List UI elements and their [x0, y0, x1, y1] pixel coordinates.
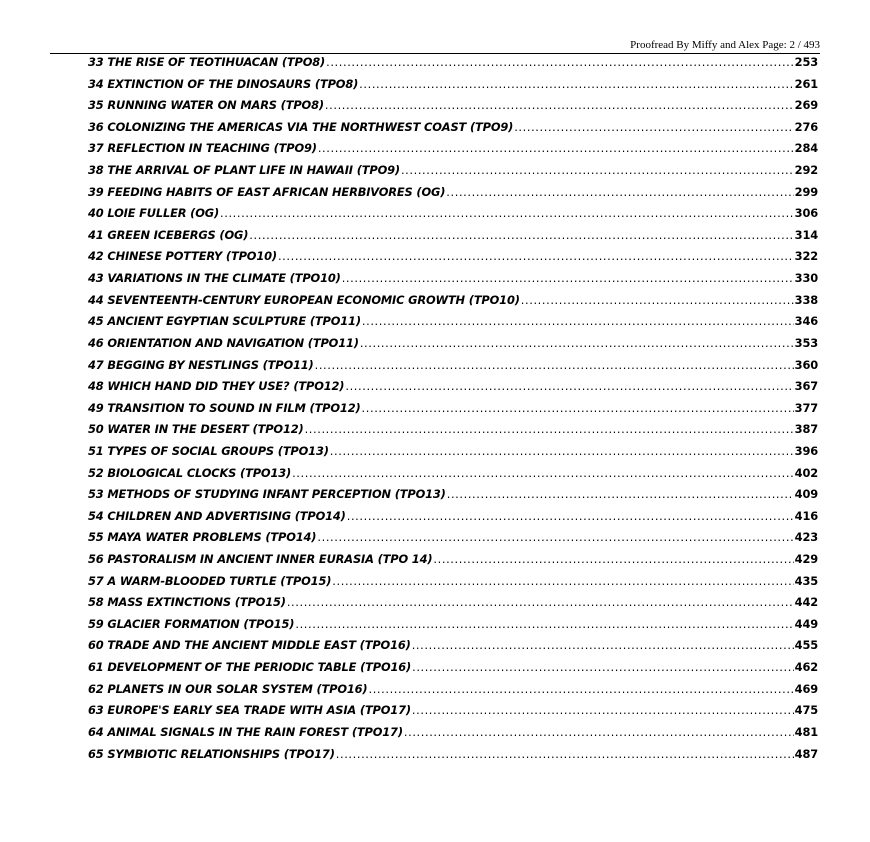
- toc-entry[interactable]: [88, 549, 818, 571]
- toc-entry-title: 59 GLACIER FORMATION (TPO15): [88, 616, 295, 631]
- toc-entry[interactable]: [88, 722, 818, 744]
- toc-entry-page: 314: [794, 227, 818, 242]
- toc-entry[interactable]: [88, 527, 818, 549]
- dot-leader: [446, 182, 793, 204]
- dot-leader: [433, 549, 793, 571]
- toc-entry-page: 306: [794, 206, 818, 221]
- toc-entry-title: 37 REFLECTION IN TEACHING (TPO9): [88, 141, 317, 156]
- toc-entry-title: 61 DEVELOPMENT OF THE PERIODIC TABLE (TPO16): [88, 660, 412, 675]
- toc-entry[interactable]: [88, 246, 818, 268]
- dot-leader: [404, 722, 794, 744]
- dot-leader: [347, 506, 794, 528]
- toc-entry-page: 442: [794, 595, 818, 610]
- toc-entry-title: 65 SYMBIOTIC RELATIONSHIPS (TPO17): [88, 746, 335, 761]
- toc-entry[interactable]: [88, 333, 818, 355]
- dot-leader: [447, 484, 794, 506]
- toc-entry-page: 481: [794, 724, 818, 739]
- toc-entry-title: 53 METHODS OF STUDYING INFANT PERCEPTION (TPO13): [88, 487, 446, 502]
- toc-entry[interactable]: [88, 138, 818, 160]
- toc-entry[interactable]: [88, 311, 818, 333]
- toc-entry-title: 55 MAYA WATER PROBLEMS (TPO14): [88, 530, 317, 545]
- toc-entry[interactable]: [88, 635, 818, 657]
- toc-entry[interactable]: [88, 355, 818, 377]
- dot-leader: [318, 138, 794, 160]
- toc-entry-page: 462: [794, 660, 818, 675]
- toc-entry-page: 299: [794, 184, 818, 199]
- toc-entry-title: 52 BIOLOGICAL CLOCKS (TPO13): [88, 465, 292, 480]
- toc-entry-title: 56 PASTORALISM IN ANCIENT INNER EURASIA (TPO 14): [88, 552, 433, 567]
- dot-leader: [412, 657, 794, 679]
- toc-entry[interactable]: [88, 463, 818, 485]
- toc-entry-title: 39 FEEDING HABITS OF EAST AFRICAN HERBIVORES (OG): [88, 184, 446, 199]
- toc-entry[interactable]: [88, 290, 818, 312]
- dot-leader: [514, 117, 793, 139]
- dot-leader: [362, 398, 794, 420]
- toc-entry[interactable]: [88, 592, 818, 614]
- table-of-contents: [88, 52, 818, 765]
- toc-entry-page: 292: [794, 163, 818, 178]
- toc-entry[interactable]: [88, 95, 818, 117]
- toc-entry[interactable]: [88, 484, 818, 506]
- toc-entry-page: 269: [794, 98, 818, 113]
- toc-entry-title: 38 THE ARRIVAL OF PLANT LIFE IN HAWAII (TPO9): [88, 163, 400, 178]
- dot-leader: [412, 635, 794, 657]
- page-header: Proofread By Miffy and Alex Page: 2 / 493: [630, 39, 820, 51]
- toc-entry-page: 423: [794, 530, 818, 545]
- toc-entry-page: 338: [794, 292, 818, 307]
- toc-entry-page: 377: [794, 400, 818, 415]
- dot-leader: [325, 95, 794, 117]
- dot-leader: [295, 614, 793, 636]
- toc-entry[interactable]: [88, 376, 818, 398]
- toc-entry-title: 45 ANCIENT EGYPTIAN SCULPTURE (TPO11): [88, 314, 361, 329]
- toc-entry-title: 33 THE RISE OF TEOTIHUACAN (TPO8): [88, 55, 326, 69]
- toc-entry-page: 402: [794, 465, 818, 480]
- dot-leader: [278, 246, 794, 268]
- toc-entry-title: 43 VARIATIONS IN THE CLIMATE (TPO10): [88, 271, 341, 286]
- toc-entry-title: 46 ORIENTATION AND NAVIGATION (TPO11): [88, 335, 359, 350]
- toc-entry-page: 330: [794, 271, 818, 286]
- toc-entry[interactable]: [88, 506, 818, 528]
- toc-entry-title: 34 EXTINCTION OF THE DINOSAURS (TPO8): [88, 76, 359, 91]
- toc-entry[interactable]: [88, 419, 818, 441]
- toc-entry-title: 41 GREEN ICEBERGS (OG): [88, 227, 249, 242]
- toc-entry-page: 449: [794, 616, 818, 631]
- dot-leader: [330, 441, 794, 463]
- dot-leader: [326, 52, 794, 74]
- toc-entry-title: 36 COLONIZING THE AMERICAS VIA THE NORTHWEST COAST (TPO9): [88, 119, 514, 134]
- dot-leader: [359, 74, 794, 96]
- toc-entry-title: 62 PLANETS IN OUR SOLAR SYSTEM (TPO16): [88, 681, 368, 696]
- toc-entry-title: 64 ANIMAL SIGNALS IN THE RAIN FOREST (TPO17): [88, 724, 403, 739]
- dot-leader: [412, 700, 794, 722]
- toc-entry-page: 387: [794, 422, 818, 437]
- toc-entry-page: 469: [794, 681, 818, 696]
- toc-entry[interactable]: [88, 225, 818, 247]
- toc-entry-page: 346: [794, 314, 818, 329]
- toc-entry[interactable]: [88, 74, 818, 96]
- toc-entry-page: 360: [794, 357, 818, 372]
- toc-entry-page: 276: [794, 119, 818, 134]
- toc-entry[interactable]: [88, 203, 818, 225]
- toc-entry[interactable]: [88, 182, 818, 204]
- toc-entry-page: 353: [794, 335, 818, 350]
- dot-leader: [317, 527, 793, 549]
- toc-entry-title: 54 CHILDREN AND ADVERTISING (TPO14): [88, 508, 346, 523]
- dot-leader: [368, 679, 793, 701]
- toc-entry-page: 409: [794, 487, 818, 502]
- toc-entry[interactable]: [88, 657, 818, 679]
- dot-leader: [336, 744, 794, 766]
- dot-leader: [220, 203, 794, 225]
- toc-entry-title: 51 TYPES OF SOCIAL GROUPS (TPO13): [88, 443, 329, 458]
- toc-entry-title: 47 BEGGING BY NESTLINGS (TPO11): [88, 357, 314, 372]
- toc-entry-title: 42 CHINESE POTTERY (TPO10): [88, 249, 277, 264]
- toc-entry-title: 50 WATER IN THE DESERT (TPO12): [88, 422, 304, 437]
- toc-entry-page: 475: [794, 703, 818, 718]
- toc-entry-title: 48 WHICH HAND DID THEY USE? (TPO12): [88, 379, 345, 394]
- toc-entry-page: 322: [794, 249, 818, 264]
- toc-entry[interactable]: [88, 52, 818, 74]
- toc-entry[interactable]: [88, 160, 818, 182]
- dot-leader: [362, 311, 794, 333]
- toc-entry[interactable]: [88, 700, 818, 722]
- dot-leader: [249, 225, 793, 247]
- toc-entry-page: 253: [794, 55, 818, 69]
- toc-entry[interactable]: [88, 117, 818, 139]
- dot-leader: [287, 592, 794, 614]
- toc-entry-page: 261: [794, 76, 818, 91]
- toc-entry[interactable]: [88, 268, 818, 290]
- dot-leader: [332, 571, 793, 593]
- toc-entry-title: 58 MASS EXTINCTIONS (TPO15): [88, 595, 286, 610]
- dot-leader: [342, 268, 794, 290]
- toc-entry-page: 396: [794, 443, 818, 458]
- toc-entry-title: 57 A WARM-BLOODED TURTLE (TPO15): [88, 573, 332, 588]
- toc-entry[interactable]: [88, 744, 818, 766]
- toc-entry-title: 44 SEVENTEENTH-CENTURY EUROPEAN ECONOMIC GROWTH (TPO10): [88, 292, 520, 307]
- dot-leader: [345, 376, 793, 398]
- toc-entry-page: 487: [794, 746, 818, 761]
- toc-entry-page: 429: [794, 552, 818, 567]
- toc-entry-page: 416: [794, 508, 818, 523]
- toc-entry-title: 40 LOIE FULLER (OG): [88, 206, 219, 221]
- toc-entry-page: 435: [794, 573, 818, 588]
- toc-entry-title: 60 TRADE AND THE ANCIENT MIDDLE EAST (TPO16): [88, 638, 411, 653]
- toc-entry-title: 63 EUROPE'S EARLY SEA TRADE WITH ASIA (TPO17): [88, 703, 411, 718]
- toc-entry[interactable]: [88, 679, 818, 701]
- dot-leader: [360, 333, 794, 355]
- toc-entry-page: 455: [794, 638, 818, 653]
- toc-entry[interactable]: [88, 398, 818, 420]
- dot-leader: [521, 290, 794, 312]
- toc-entry-title: 49 TRANSITION TO SOUND IN FILM (TPO12): [88, 400, 361, 415]
- toc-entry[interactable]: [88, 614, 818, 636]
- dot-leader: [401, 160, 794, 182]
- toc-entry-title: 35 RUNNING WATER ON MARS (TPO8): [88, 98, 324, 113]
- toc-entry-page: 367: [794, 379, 818, 394]
- toc-entry[interactable]: [88, 441, 818, 463]
- dot-leader: [315, 355, 794, 377]
- dot-leader: [292, 463, 794, 485]
- toc-entry[interactable]: [88, 571, 818, 593]
- dot-leader: [305, 419, 794, 441]
- toc-entry-page: 284: [794, 141, 818, 156]
